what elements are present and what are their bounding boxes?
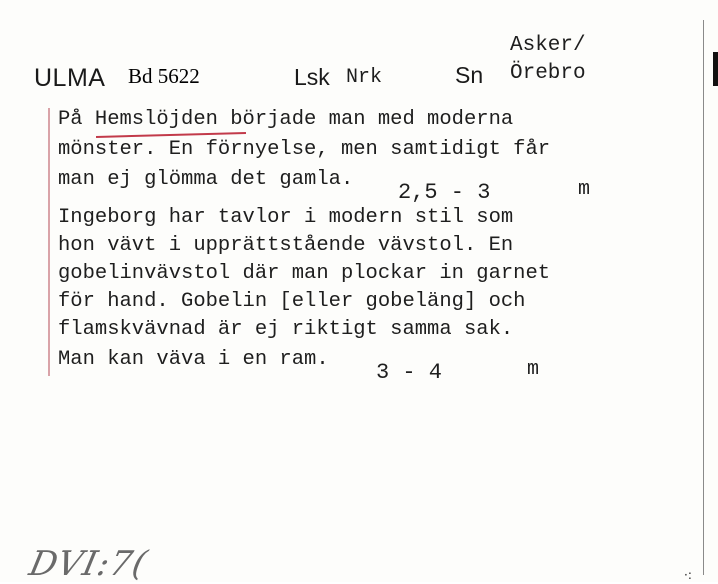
measure-2-value: 3 - 4: [376, 360, 443, 385]
measure-1-value: 2,5 - 3: [398, 180, 491, 205]
measure-2-unit: m: [527, 358, 540, 381]
text-line-5: hon vävt i upprättstående vävstol. En: [58, 234, 514, 257]
text-line-3: man ej glömma det gamla.: [58, 168, 354, 191]
handwritten-note: DVI:7(: [25, 544, 152, 584]
edge-dots: ·:: [684, 568, 692, 582]
text-line-2: mönster. En förnyelse, men samtidigt får: [58, 138, 551, 161]
text-line-4: Ingeborg har tavlor i modern stil som: [58, 206, 514, 229]
margin-line: [48, 108, 50, 376]
text-line-7: för hand. Gobelin [eller gobeläng] och: [58, 290, 526, 313]
reference-number: Bd 5622: [128, 64, 200, 88]
archive-name: ULMA: [34, 64, 106, 92]
county-code: Nrk: [346, 66, 383, 89]
text-line-8: flamskvävnad är ej riktigt samma sak.: [58, 318, 514, 341]
place-line-1: Asker/: [510, 34, 586, 57]
measure-1-unit: m: [578, 178, 591, 201]
place-line-2: Örebro: [510, 62, 586, 85]
text-line-6: gobelinvävstol där man plockar in garnet: [58, 262, 551, 285]
text-line-1: På Hemslöjden började man med moderna: [58, 108, 514, 131]
county-label: Lsk: [294, 64, 330, 90]
text-line-9: Man kan väva i en ram.: [58, 348, 329, 371]
card-edge-line: [703, 20, 704, 575]
parish-label: Sn: [455, 62, 484, 88]
edge-marker: [713, 52, 718, 86]
